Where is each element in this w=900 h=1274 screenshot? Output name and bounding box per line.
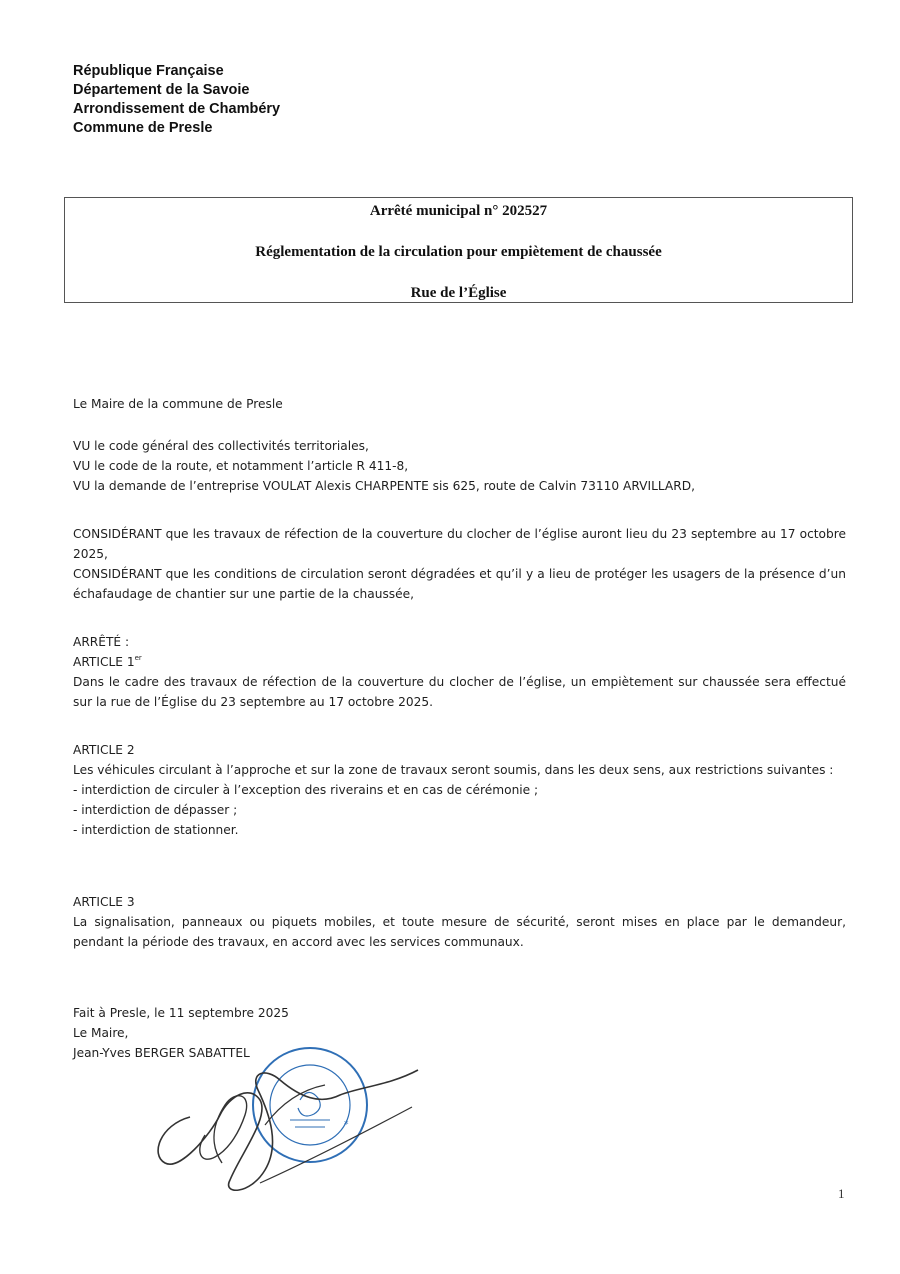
considerant-paragraph: CONSIDÉRANT que les conditions de circulation seront dégradées et qu’il y a lieu de protéger les usagers de la présence d’un échafaudage de chantier sur une partie de la chaussée,: [73, 567, 846, 601]
restriction-item: - interdiction de stationner.: [73, 823, 239, 837]
stamp-inner-ring: [270, 1065, 350, 1145]
stamp-star: *: [344, 1120, 349, 1130]
article3-heading: ARTICLE 3: [73, 895, 135, 909]
header-commune: Commune de Presle: [73, 120, 213, 136]
article3-section: [73, 892, 846, 952]
signature-and-stamp: [150, 1045, 430, 1200]
stamp-emblem-lines: [290, 1120, 330, 1127]
mairie-stamp: [253, 1048, 367, 1162]
article1-text: Dans le cadre des travaux de réfection de la couverture du clocher de l’église, un empiètement sur chaussée sera effectué sur la rue de l’Église du 23 septembre au 17 octobre 2025.: [73, 675, 846, 709]
order-street: Rue de l’Église: [410, 285, 507, 301]
header-arrondissement: Arrondissement de Chambéry: [73, 101, 281, 117]
vu-section: [73, 436, 846, 496]
restriction-item: - interdiction de dépasser ;: [73, 803, 238, 817]
header-republic: République Française: [73, 63, 224, 79]
document-header: [73, 62, 280, 138]
article1-heading: ARTICLE 1er: [73, 654, 142, 669]
vu-line: VU le code général des collectivités territoriales,: [73, 439, 369, 453]
intro-text: Le Maire de la commune de Presle: [73, 397, 283, 411]
article1-heading-sup: er: [134, 654, 142, 662]
signatory-role: Le Maire,: [73, 1026, 129, 1040]
signatory-name: Jean-Yves BERGER SABATTEL: [73, 1046, 250, 1060]
stamp-emblem: [298, 1092, 320, 1116]
arrete-label: ARRÊTÉ :: [73, 635, 130, 649]
considerant-section: [73, 524, 846, 604]
handwritten-signature: [158, 1070, 418, 1190]
signature-stroke-main: [158, 1070, 418, 1190]
arrete-section: [73, 632, 846, 712]
restriction-item: - interdiction de circuler à l’exception des riverains et en cas de cérémonie ;: [73, 783, 539, 797]
page-number: 1: [838, 1186, 845, 1201]
header-department: Département de la Savoie: [73, 82, 250, 98]
article2-heading: ARTICLE 2: [73, 743, 135, 757]
signature-stroke-tail: [260, 1107, 412, 1183]
place-date: Fait à Presle, le 11 septembre 2025: [73, 1006, 289, 1020]
order-number: Arrêté municipal n° 202527: [369, 203, 548, 219]
article2-text: Les véhicules circulant à l’approche et sur la zone de travaux seront soumis, dans les deux sens, aux restrictions suivantes :: [73, 763, 834, 777]
article3-text: La signalisation, panneaux ou piquets mobiles, et toute mesure de sécurité, seront mises en place par le demandeur, pendant la période des travaux, en accord avec les services communaux.: [73, 915, 846, 949]
vu-line: VU le code de la route, et notamment l’article R 411-8,: [73, 459, 409, 473]
article2-section: [73, 740, 846, 840]
vu-line: VU la demande de l’entreprise VOULAT Alexis CHARPENTE sis 625, route de Calvin 73110 ARVILLARD,: [73, 479, 695, 493]
signature-stroke-loop: [200, 1096, 247, 1163]
considerant-paragraph: CONSIDÉRANT que les travaux de réfection de la couverture du clocher de l’église auront lieu du 23 septembre au 17 octobre 2025,: [73, 527, 846, 561]
title-box: [64, 197, 853, 303]
order-subject: Réglementation de la circulation pour empiètement de chaussée: [255, 244, 662, 260]
intro-paragraph: [73, 394, 846, 414]
